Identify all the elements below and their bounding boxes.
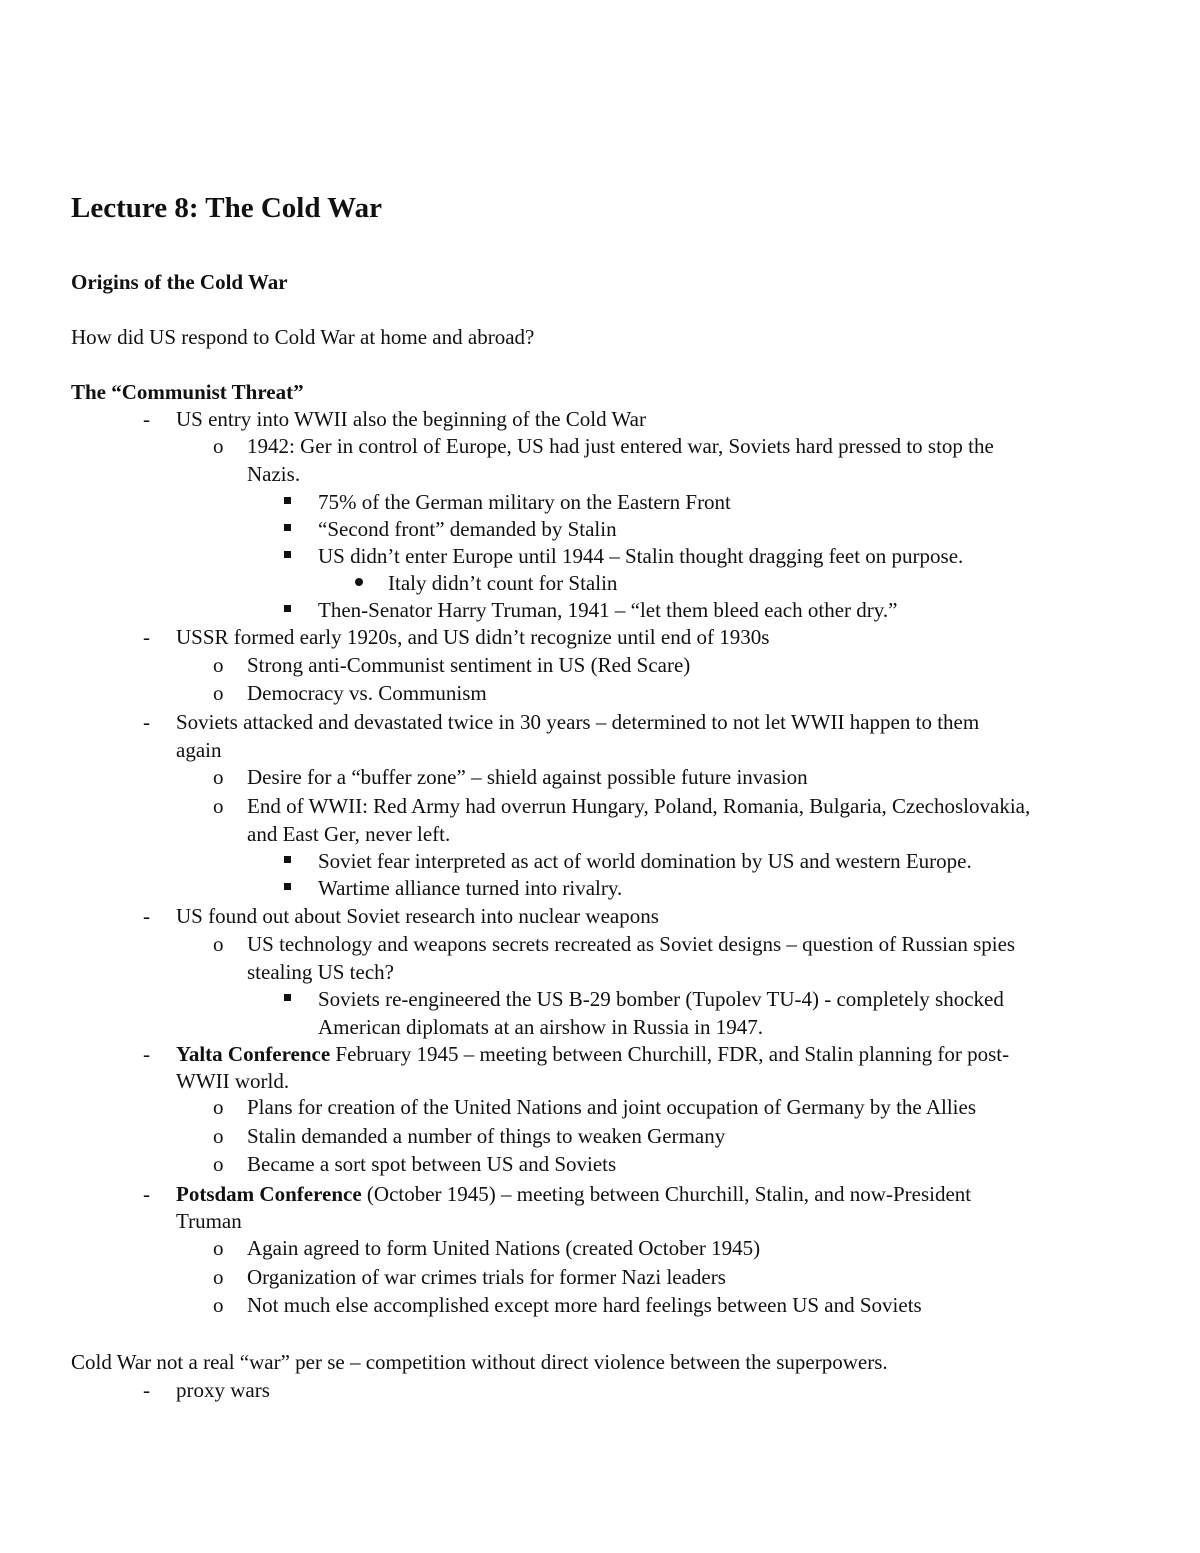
list-item: Italy didn’t count for Stalin xyxy=(388,571,618,595)
round-bullet-icon xyxy=(355,578,363,586)
square-bullet-icon xyxy=(284,856,291,863)
list-item-continuation: WWII world. xyxy=(176,1069,290,1093)
dash-marker: - xyxy=(143,1182,150,1206)
list-item-continuation: American diplomats at an airshow in Russia in 1947. xyxy=(318,1015,764,1039)
list-item: USSR formed early 1920s, and US didn’t recognize until end of 1930s xyxy=(176,625,770,649)
list-item: Strong anti-Communist sentiment in US (Red Scare) xyxy=(247,653,691,677)
list-item: Soviets re-engineered the US B-29 bomber (Tupolev TU-4) - completely shocked xyxy=(318,987,1004,1011)
potsdam-conference-text: (October 1945) – meeting between Churchill, Stalin, and now-President xyxy=(361,1182,972,1206)
list-item: Plans for creation of the United Nations and joint occupation of Germany by the Allies xyxy=(247,1095,976,1119)
list-item: 75% of the German military on the Eastern Front xyxy=(318,490,731,514)
dash-marker: - xyxy=(143,625,150,649)
circle-marker: o xyxy=(213,1152,224,1176)
square-bullet-icon xyxy=(284,883,291,890)
page-title: Lecture 8: The Cold War xyxy=(71,192,382,224)
list-item: Not much else accomplished except more hard feelings between US and Soviets xyxy=(247,1293,922,1317)
intro-question: How did US respond to Cold War at home and abroad? xyxy=(71,325,535,349)
dash-marker: - xyxy=(143,1042,150,1066)
square-bullet-icon xyxy=(284,551,291,558)
list-item-continuation: stealing US tech? xyxy=(247,960,394,984)
circle-marker: o xyxy=(213,1236,224,1260)
list-item: US found out about Soviet research into nuclear weapons xyxy=(176,904,659,928)
list-item: proxy wars xyxy=(176,1378,270,1402)
list-item: US technology and weapons secrets recreated as Soviet designs – question of Russian spies xyxy=(247,932,1016,956)
circle-marker: o xyxy=(213,681,224,705)
list-item-continuation: Nazis. xyxy=(247,462,301,486)
yalta-conference-text: February 1945 – meeting between Churchill, FDR, and Stalin planning for post- xyxy=(330,1042,1010,1066)
list-item: US entry into WWII also the beginning of the Cold War xyxy=(176,407,646,431)
dash-marker: - xyxy=(143,710,150,734)
section-heading: Origins of the Cold War xyxy=(71,270,288,294)
list-item: End of WWII: Red Army had overrun Hungary, Poland, Romania, Bulgaria, Czechoslovakia, xyxy=(247,794,1031,818)
list-item: Wartime alliance turned into rivalry. xyxy=(318,876,623,900)
circle-marker: o xyxy=(213,1124,224,1148)
circle-marker: o xyxy=(213,434,224,458)
list-item: Became a sort spot between US and Soviets xyxy=(247,1152,617,1176)
square-bullet-icon xyxy=(284,524,291,531)
list-item: Then-Senator Harry Truman, 1941 – “let them bleed each other dry.” xyxy=(318,598,898,622)
list-item: Soviets attacked and devastated twice in 30 years – determined to not let WWII happen to them xyxy=(176,710,980,734)
subheading: The “Communist Threat” xyxy=(71,380,304,404)
list-item: Democracy vs. Communism xyxy=(247,681,487,705)
list-item xyxy=(176,1040,1009,1068)
square-bullet-icon xyxy=(284,497,291,504)
list-item-continuation: again xyxy=(176,738,222,762)
dash-marker: - xyxy=(143,407,150,431)
square-bullet-icon xyxy=(284,605,291,612)
circle-marker: o xyxy=(213,1095,224,1119)
list-item: 1942: Ger in control of Europe, US had just entered war, Soviets hard pressed to stop the xyxy=(247,434,994,458)
list-item: Stalin demanded a number of things to weaken Germany xyxy=(247,1124,726,1148)
list-item: “Second front” demanded by Stalin xyxy=(318,517,617,541)
list-item xyxy=(176,1180,971,1208)
dash-marker: - xyxy=(143,1378,150,1402)
dash-marker: - xyxy=(143,904,150,928)
circle-marker: o xyxy=(213,794,224,818)
list-item: US didn’t enter Europe until 1944 – Stalin thought dragging feet on purpose. xyxy=(318,544,964,568)
potsdam-conference-label: Potsdam Conference xyxy=(176,1182,362,1206)
circle-marker: o xyxy=(213,653,224,677)
list-item: Again agreed to form United Nations (created October 1945) xyxy=(247,1236,761,1260)
square-bullet-icon xyxy=(284,994,291,1001)
circle-marker: o xyxy=(213,1293,224,1317)
circle-marker: o xyxy=(213,765,224,789)
closing-paragraph: Cold War not a real “war” per se – competition without direct violence between the superpowers. xyxy=(71,1350,888,1374)
list-item-continuation: Truman xyxy=(176,1209,242,1233)
circle-marker: o xyxy=(213,932,224,956)
list-item-continuation: and East Ger, never left. xyxy=(247,822,451,846)
list-item: Organization of war crimes trials for former Nazi leaders xyxy=(247,1265,726,1289)
list-item: Desire for a “buffer zone” – shield against possible future invasion xyxy=(247,765,808,789)
list-item: Soviet fear interpreted as act of world domination by US and western Europe. xyxy=(318,849,972,873)
circle-marker: o xyxy=(213,1265,224,1289)
yalta-conference-label: Yalta Conference xyxy=(176,1042,331,1066)
